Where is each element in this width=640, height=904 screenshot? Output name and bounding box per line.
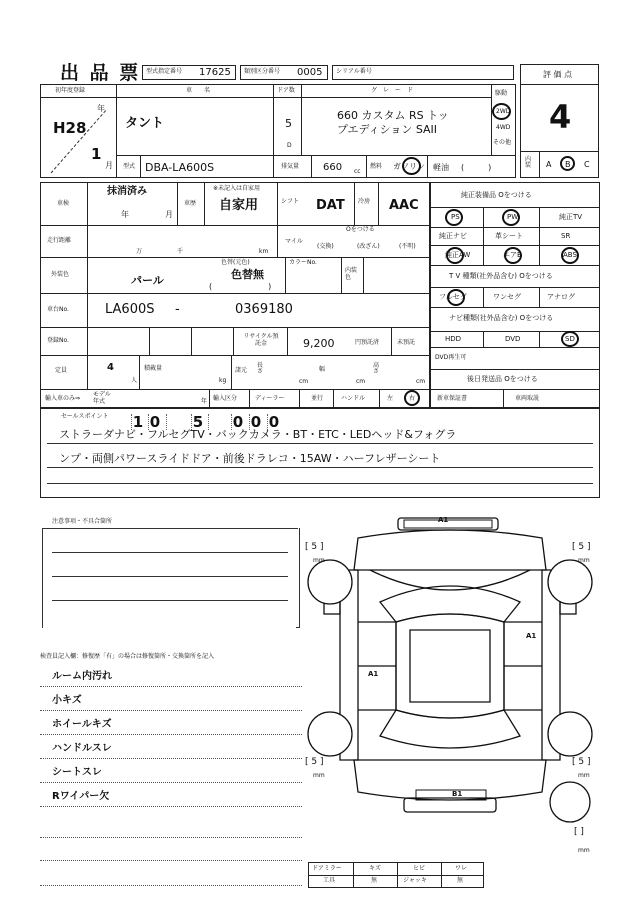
width-cm: cm <box>356 378 366 385</box>
tread-spare-mm: mm <box>578 847 590 854</box>
navi-title: ナビ種類(社外品含む) Oをつける <box>449 314 554 322</box>
sales-point-box <box>40 408 600 498</box>
class-no: 0005 <box>297 67 323 78</box>
acc-tools: 工具 <box>323 877 336 884</box>
repaint-label: 色替(元色) <box>221 259 250 266</box>
mile-label: マイル <box>285 238 303 245</box>
first-reg-label: 初年度登録 <box>55 87 86 94</box>
rating-value: 4 <box>549 98 572 136</box>
chassis-model: LA600S <box>105 302 155 317</box>
altered-label: (改ざん) <box>357 243 380 250</box>
caution-label: 注意事項・不具合箇所 <box>52 518 113 525</box>
dealer-label: ディーラー <box>255 395 285 402</box>
sales-point-line2: ンプ・両側パワースライドドア・前後ドラレコ・15AW・ハーフレザーシート <box>59 452 441 465</box>
shift-label: シフト <box>281 198 300 205</box>
dims-label: 諸元 <box>235 367 248 374</box>
type-no: 17625 <box>199 67 231 78</box>
history-value: 自家用 <box>219 198 259 213</box>
mileage-man: 万 <box>136 248 143 255</box>
mileage-km: km <box>259 248 269 255</box>
color-value: パール <box>131 274 164 287</box>
tread-fl-mm: mm <box>313 557 325 564</box>
note-item: シートスレ <box>52 767 102 778</box>
length-label: 長さ <box>257 362 264 375</box>
shift-value: DAT <box>316 198 345 213</box>
repaint-paren: ( ) <box>209 282 272 291</box>
mark-rear: B1 <box>452 790 463 798</box>
tread-rl-value: 5 <box>311 757 318 767</box>
doors-label: ドア数 <box>277 87 295 94</box>
equip-airbag-circle <box>504 247 522 264</box>
cooler-label: 冷房 <box>358 198 371 205</box>
note-line <box>40 758 302 759</box>
tread-fr: [ 5 ] <box>572 542 591 552</box>
recycle-paid: 円預託済 <box>355 339 380 346</box>
mark-roof: A1 <box>368 670 379 678</box>
color-label: 外装色 <box>51 271 70 278</box>
serial-label: シリアル番号 <box>336 68 372 75</box>
chassis-label: 車台No. <box>47 306 69 313</box>
tread-fr-mm: mm <box>578 557 590 564</box>
equip-pw-circle <box>502 209 520 226</box>
caution-bracket <box>42 528 298 628</box>
mark-side: A1 <box>526 632 537 640</box>
model-code: DBA-LA600S <box>145 161 215 174</box>
accessories-table <box>308 862 484 888</box>
grade-line1: 660 カスタム RS トッ <box>337 109 449 122</box>
displacement-label: 排気量 <box>281 163 300 170</box>
parallel-label: 並行 <box>311 395 324 402</box>
interior-b-circle <box>560 156 575 171</box>
equip-ps: PS <box>451 213 460 221</box>
mileage-digit: 0 <box>232 413 244 431</box>
color-no-label: カラーNo. <box>289 259 317 266</box>
recycle-unpaid: 未預託 <box>397 339 416 346</box>
mileage-digit: 5 <box>192 413 204 431</box>
shaken-value: 抹消済み <box>107 186 147 197</box>
model-year-label: モデル年式 <box>93 391 111 405</box>
equipment-title: 純正装備品 Oをつける <box>461 191 532 199</box>
equip-airbag: エアB <box>503 251 522 259</box>
shaken-year: 年 <box>121 210 129 219</box>
tread-fl: [ 5 ] <box>305 542 324 552</box>
note-line <box>40 806 302 807</box>
history-label: 車歴 <box>184 200 197 207</box>
load-label: 積載量 <box>144 365 163 372</box>
height-label: 高さ <box>373 362 380 375</box>
capacity-value: 4 <box>107 362 114 373</box>
later-manual: 車両取説 <box>515 395 540 402</box>
serial-box <box>332 65 514 80</box>
width-label: 幅 <box>319 366 326 373</box>
navi-sd: SD <box>565 335 575 343</box>
displacement-value: 660 <box>323 162 343 173</box>
acc-jack-value: 無 <box>457 877 464 884</box>
mileage-digit: 1 <box>132 413 144 431</box>
capacity-unit: 人 <box>131 377 138 384</box>
light-oil-label: 軽油 <box>433 163 449 172</box>
mileage-label: 走行距離 <box>47 237 72 244</box>
note-item: 小キズ <box>52 695 82 706</box>
light-oil-paren: ( ) <box>461 163 492 172</box>
class-no-box <box>240 65 328 80</box>
left-label: 左 <box>387 395 394 402</box>
recycle-amount: 9,200 <box>303 337 335 350</box>
note-item: ルーム内汚れ <box>52 671 112 682</box>
acc-break: ワレ <box>455 865 468 872</box>
drive-4wd: 4WD <box>496 124 511 131</box>
equip-sr: SR <box>561 232 571 240</box>
navi-sd-circle <box>561 331 579 347</box>
interior-b: B <box>565 160 571 169</box>
rating-label: 評 価 点 <box>543 70 573 79</box>
drive-2wd-circle <box>492 103 511 120</box>
history-note: ※未記入は自家用 <box>213 185 261 192</box>
navi-hdd: HDD <box>445 335 462 343</box>
vehicle-block <box>40 84 516 178</box>
equip-abs: ABS <box>563 251 577 259</box>
equip-navi: 純正ナビ <box>439 232 467 240</box>
tread-fl-value: 5 <box>311 542 318 552</box>
mileage-digit: 0 <box>149 413 161 431</box>
drive-label: 駆動 <box>495 90 508 97</box>
chassis-dash: - <box>175 302 180 317</box>
interior-a: A <box>546 160 552 169</box>
equip-tv: 純正TV <box>559 213 583 221</box>
interior-label: 内装 <box>525 156 532 169</box>
note-line <box>40 710 302 711</box>
equip-ps-circle <box>445 209 463 226</box>
month-unit: 月 <box>105 161 113 170</box>
tread-spare: [ ] <box>574 827 584 837</box>
acc-tools-value: 無 <box>371 877 378 884</box>
reg-no-label: 登録No. <box>47 337 69 344</box>
navi-dvd: DVD <box>505 335 521 343</box>
tv-analog: アナログ <box>547 293 575 301</box>
first-reg-month: 1 <box>91 145 102 163</box>
tv-fullseg: フルセグ <box>439 293 467 301</box>
drive-other: その他 <box>493 139 512 146</box>
recycle-label: リサイクル預託金 <box>243 333 279 347</box>
chassis-no: 0369180 <box>235 302 293 317</box>
fuel-circle <box>402 157 421 175</box>
note-item: ホイールキズ <box>52 719 112 730</box>
right-label: 右 <box>409 395 416 402</box>
tread-rr: [ 5 ] <box>572 757 591 767</box>
later-title: 後日発送品 Oをつける <box>467 375 538 383</box>
equip-aw-circle <box>446 247 464 264</box>
acc-jack: ジャッキ <box>403 877 427 884</box>
tv-fullseg-circle <box>447 289 465 306</box>
equip-abs-circle <box>561 247 579 264</box>
grade-line2: プエディション SAII <box>337 123 438 136</box>
mileage-digit: 0 <box>250 413 262 431</box>
grade-label: グ レ ー ド <box>371 87 414 94</box>
doors-unit: D <box>287 142 292 149</box>
circle-note: Oをつける <box>346 226 375 233</box>
length-cm: cm <box>299 378 309 385</box>
type-no-box <box>142 65 236 80</box>
note-item: Rワイパー欠 <box>52 791 110 802</box>
equip-aw: 純正AW <box>445 251 471 259</box>
model-year-unit: 年 <box>201 398 208 405</box>
inspector-label: 検査員記入欄：修復歴「有」の場合は修復箇所・交換箇所を記入 <box>40 653 215 660</box>
height-cm: cm <box>416 378 426 385</box>
shaken-month: 月 <box>165 210 173 219</box>
acc-mirror: ドアミラー <box>312 865 342 872</box>
acc-crack: ヒビ <box>413 865 426 872</box>
interior-c: C <box>584 160 590 169</box>
import-type-label: 輸入区分 <box>213 395 238 402</box>
page-title: 出 品 票 <box>60 62 141 84</box>
swap-label: (交換) <box>317 243 334 250</box>
year-unit: 年 <box>97 104 105 113</box>
tread-rr-value: 5 <box>578 757 585 767</box>
mileage-sen: 千 <box>177 248 184 255</box>
later-warranty: 新車保証書 <box>437 395 468 402</box>
car-name-label: 車 名 <box>186 87 211 94</box>
handle-label: ハンドル <box>341 395 366 402</box>
drive-2wd: 2WD <box>496 108 511 115</box>
note-line <box>40 686 302 687</box>
equipment-block <box>430 182 600 408</box>
cc-unit: cc <box>354 168 361 175</box>
rating-box <box>520 64 599 178</box>
fuel-value: ガソリン <box>393 162 425 171</box>
note-line <box>40 734 302 735</box>
doors-value: 5 <box>285 117 292 130</box>
mark-front: A1 <box>438 516 449 524</box>
unknown-label: (不明) <box>399 243 416 250</box>
tread-fr-value: 5 <box>578 542 585 552</box>
first-reg-era: H28 <box>53 119 87 137</box>
note-line <box>40 782 302 783</box>
tread-rl: [ 5 ] <box>305 757 324 767</box>
class-no-label: 類別区分番号 <box>244 68 281 75</box>
repaint-value: 色替無 <box>231 268 264 281</box>
cooler-value: AAC <box>389 198 419 213</box>
equip-leather: 革シート <box>495 232 523 240</box>
tread-rr-mm: mm <box>578 772 590 779</box>
reg-slash <box>41 99 116 177</box>
shaken-label: 車検 <box>57 200 70 207</box>
right-circle <box>404 390 420 406</box>
acc-scratch: キズ <box>369 865 381 872</box>
load-unit: kg <box>219 377 227 384</box>
fuel-label: 燃料 <box>370 163 383 170</box>
dvd-label: DVD再生可 <box>435 354 467 361</box>
type-no-label: 型式指定番号 <box>146 68 183 75</box>
import-label: 輸入車のみ⇒ <box>45 395 81 402</box>
sales-point-label: セールスポイント <box>61 413 109 420</box>
tread-rl-mm: mm <box>313 772 325 779</box>
sales-point-line1: ストラーダナビ・フルセグTV・バックカメラ・BT・ETC・LEDヘッド&フォグラ <box>59 428 457 441</box>
model-label: 型式 <box>123 163 136 170</box>
tv-oneseg: ワンセグ <box>493 293 521 301</box>
equip-pw: PW <box>507 213 519 221</box>
tv-title: T V 種類(社外品含む) Oをつける <box>449 272 553 280</box>
note-item: ハンドルスレ <box>52 743 112 754</box>
capacity-label: 定員 <box>55 367 68 374</box>
mileage-digit: 0 <box>268 413 280 431</box>
car-name: タント <box>125 116 165 131</box>
interior-color-label: 内装色 <box>345 267 358 282</box>
